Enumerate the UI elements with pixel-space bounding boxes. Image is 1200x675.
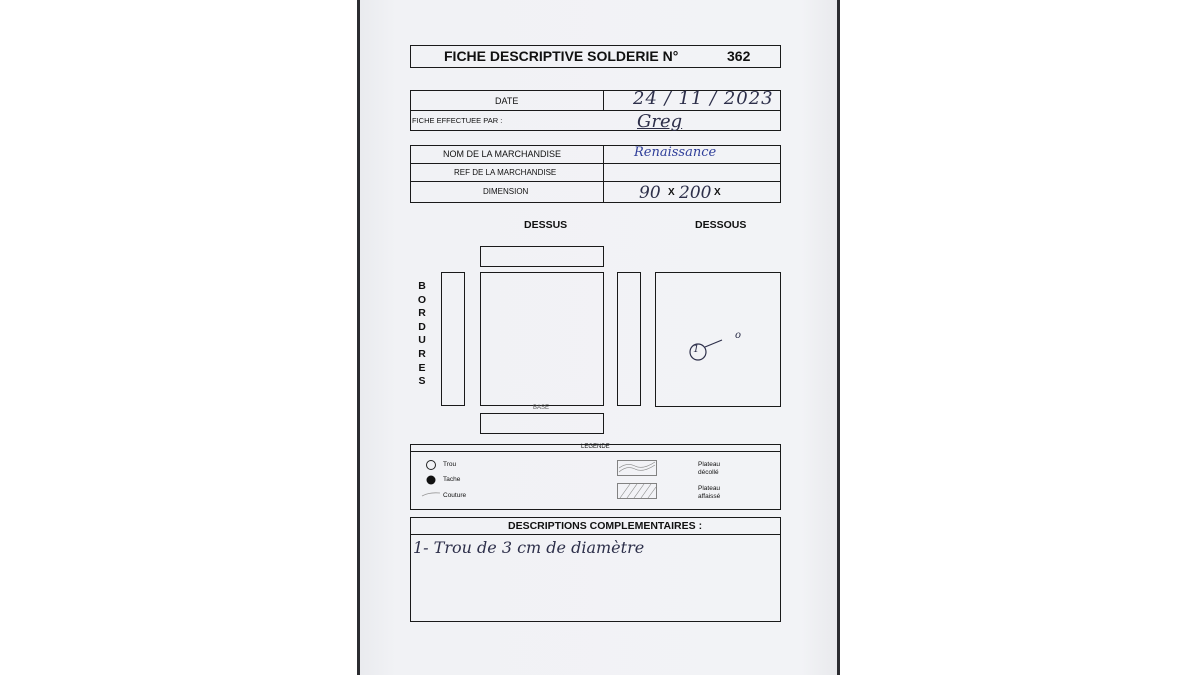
legend-box [410,444,781,510]
defect-leader-line [705,340,722,347]
base-label: BASE [533,405,550,411]
hole-icon [425,459,437,471]
legend-title: LEGENDE [581,444,610,450]
borders-letter: R [418,347,426,360]
defect-number: 1 [693,344,700,355]
goods-ref-label: REF DE LA MARCHANDISE [454,168,557,177]
sheet-left-edge [357,0,360,675]
date-value: 24 / 11 / 2023 [633,88,774,109]
borders-letter: E [418,361,426,374]
dimension-width: 90 [639,183,661,203]
dimension-label: DIMENSION [483,187,529,196]
borders-letter: S [418,375,426,388]
goods-name-value: Renaissance [634,145,717,160]
borders-letter: D [418,320,426,333]
legend-plateau-decolle-2: décollé [698,469,719,476]
borders-letter: U [418,334,426,347]
form-number: 362 [727,48,751,64]
plateau-affaisse-icon [617,483,657,500]
top-surface-box [480,272,604,406]
bottom-label: DESSOUS [695,219,747,231]
borders-letter: O [417,293,427,306]
top-label: DESSUS [524,219,568,231]
goods-name-label: NOM DE LA MARCHANDISE [443,149,562,159]
defect-small-mark: o [735,330,742,341]
legend-tache: Tache [443,476,461,483]
form-title: FICHE DESCRIPTIVE SOLDERIE N° [444,48,679,64]
descriptions-title: DESCRIPTIONS COMPLEMENTAIRES : [508,520,703,532]
left-border-box [441,272,465,406]
date-label: DATE [495,96,519,106]
descriptions-text: 1- Trou de 3 cm de diamètre [413,538,645,557]
legend-plateau-decolle-1: Plateau [698,461,721,468]
seam-icon [421,490,441,498]
sheet-right-edge [837,0,840,675]
legend-trou: Trou [443,461,457,468]
legend-couture: Couture [443,492,467,499]
borders-letter: R [418,307,426,320]
right-border-box [617,272,641,406]
plateau-decolle-icon [617,460,657,477]
dimension-length: 200 [679,183,712,203]
stain-icon [425,474,437,486]
dimension-x1: X [668,187,675,198]
legend-plateau-affaisse-1: Plateau [698,485,721,492]
borders-label [416,280,428,389]
base-border-box [480,413,604,434]
by-label: FICHE EFFECTUEE PAR : [412,116,503,125]
borders-letter: B [418,280,426,292]
legend-plateau-affaisse-2: affaissé [698,493,721,500]
by-value: Greg [637,111,683,132]
dimension-x2: X [714,187,721,198]
descriptions-box [410,517,781,622]
top-border-box [480,246,604,267]
